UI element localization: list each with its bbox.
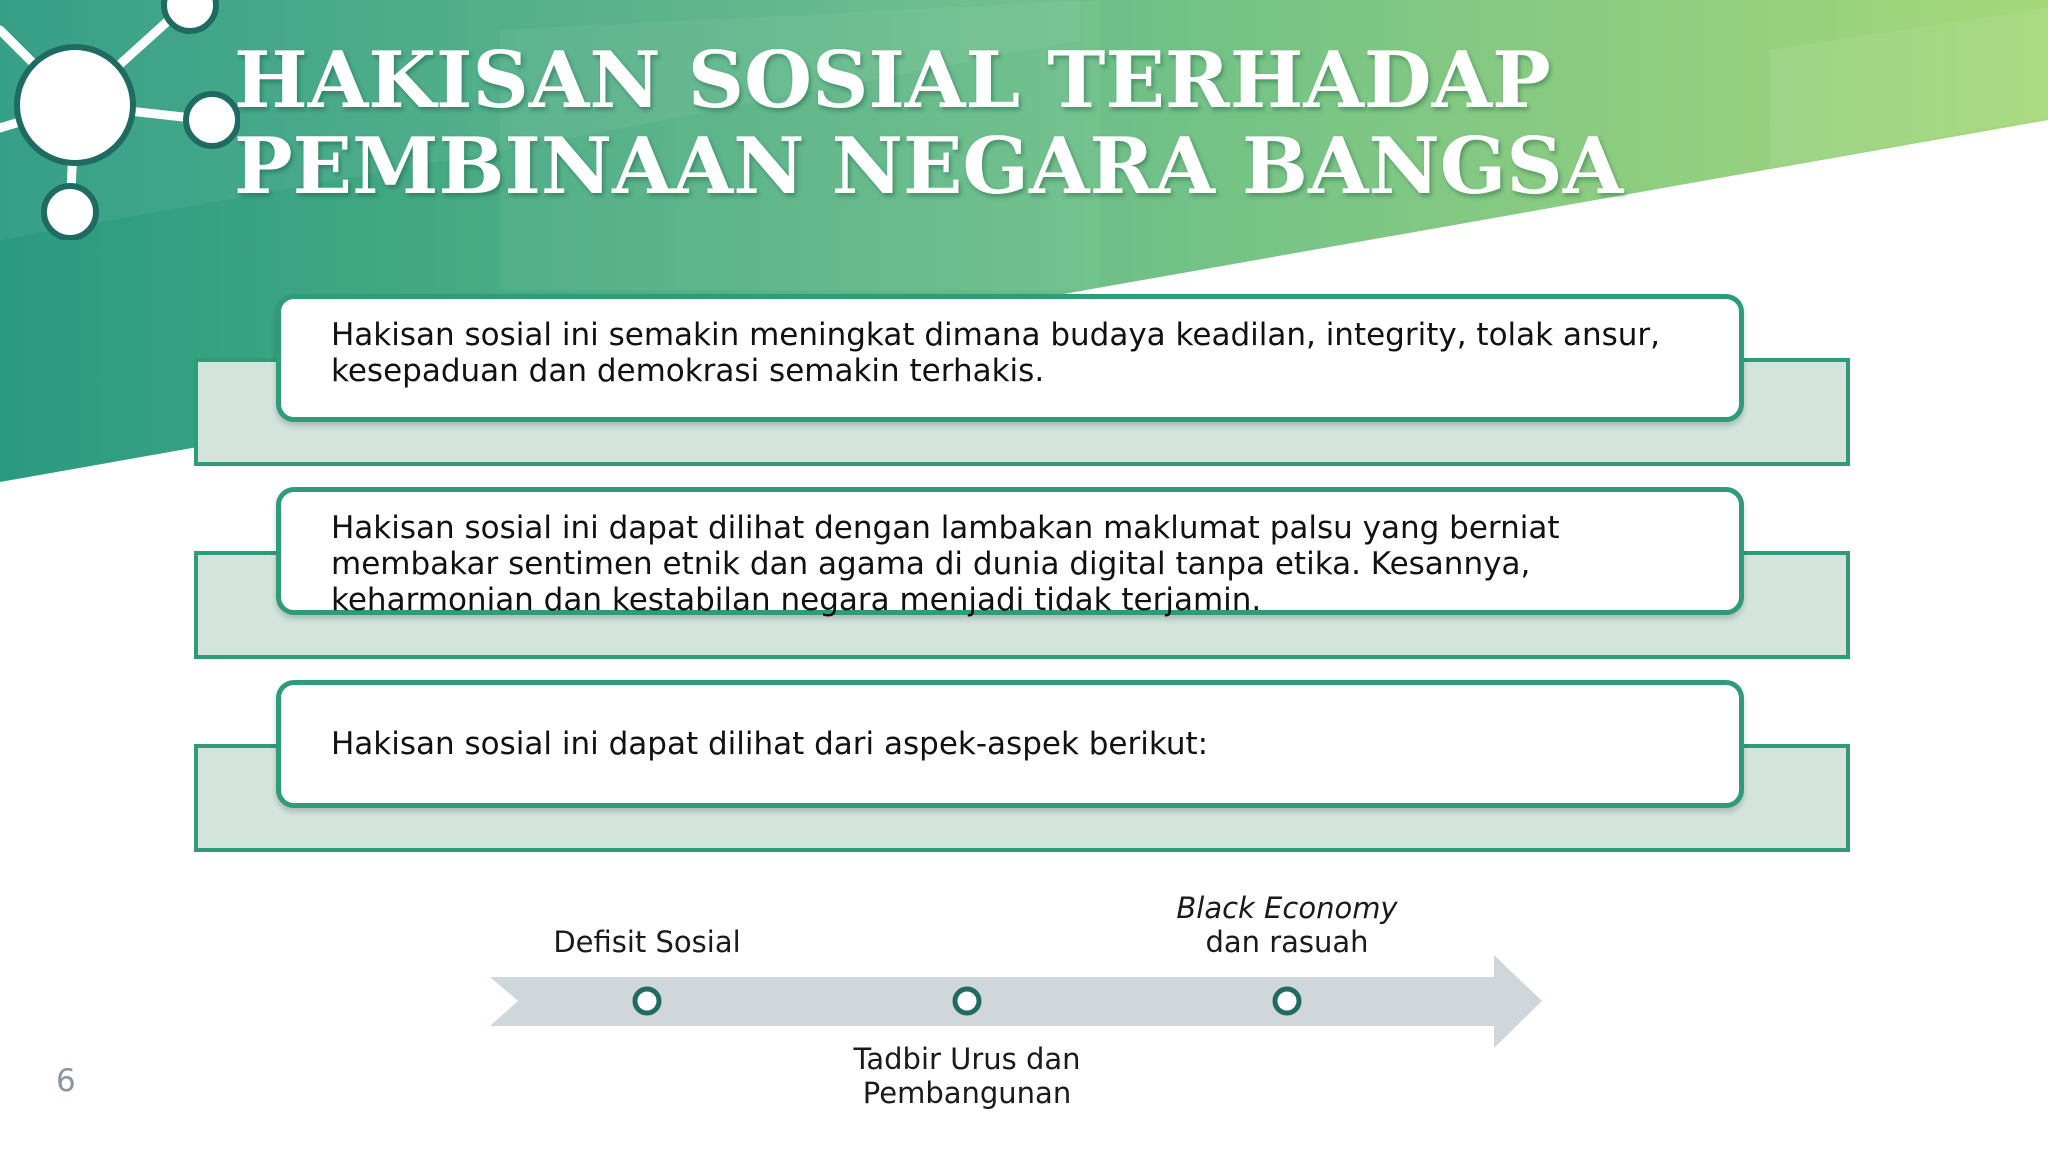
card-3-text: Hakisan sosial ini dapat dilihat dari aspek-aspek berikut: [331,726,1209,762]
timeline-node-3 [1275,989,1299,1013]
page-number: 6 [56,1063,76,1099]
timeline-node-1 [635,989,659,1013]
timeline-label-3-italic: Black Economy [1176,891,1398,925]
timeline-label-black-economy [1137,891,1437,959]
card-1-text: Hakisan sosial ini semakin meningkat dimana budaya keadilan, integrity, tolak ansur, kesepaduan dan demokrasi semakin terhakis. [331,317,1661,389]
timeline-label-tadbir-urus [817,1042,1117,1110]
title-line-1: HAKISAN SOSIAL TERHADAP [234,35,1551,126]
timeline-label-defisit-sosial [547,925,747,959]
timeline-node-2 [955,989,979,1013]
timeline-label-2-line-2: Pembangunan [862,1076,1072,1110]
page-title [234,35,1624,212]
network-molecule-icon [0,0,240,240]
card-3 [276,680,1744,808]
card-1 [276,294,1744,422]
timeline-label-3-rest: dan rasuah [1205,925,1369,959]
card-2 [276,487,1744,618]
timeline-label-2-line-1: Tadbir Urus dan [853,1042,1081,1076]
title-line-2: PEMBINAAN NEGARA BANGSA [234,121,1624,212]
card-2-text: Hakisan sosial ini dapat dilihat dengan lambakan maklumat palsu yang berniat membakar sentimen etnik dan agama di dunia digital tanpa etika. Kesannya, keharmonian dan kestabilan negara menjadi tidak terjamin. [331,510,1560,618]
timeline-label-1-text: Defisit Sosial [553,925,741,959]
